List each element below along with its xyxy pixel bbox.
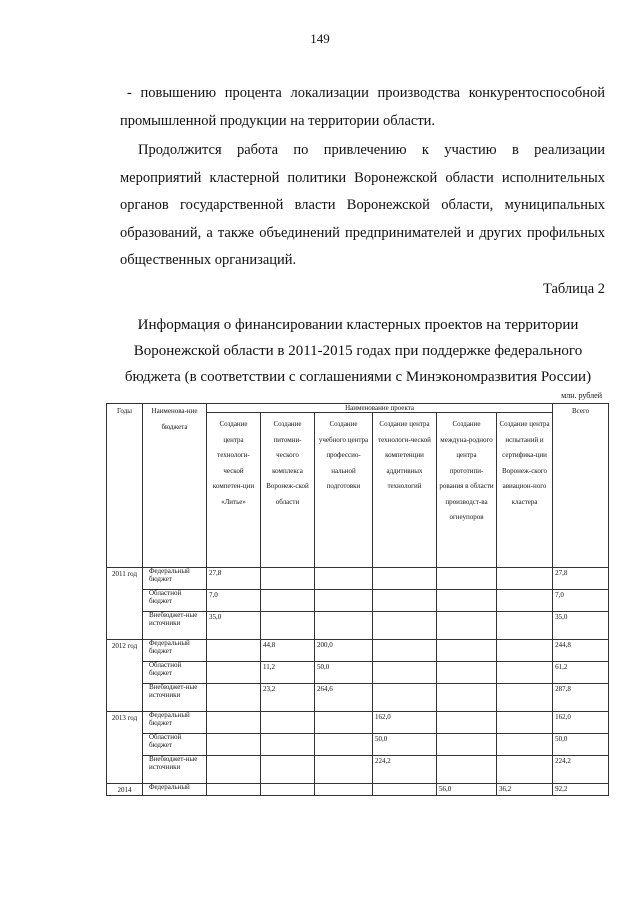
table-row xyxy=(107,612,609,640)
value-cell xyxy=(497,734,553,756)
total-cell: 244,8 xyxy=(553,640,609,662)
budget-cell: Внебюджет-ные источники xyxy=(143,612,207,640)
table-row xyxy=(107,784,609,796)
header-project: Наименование проекта xyxy=(207,404,553,413)
value-cell xyxy=(373,784,437,796)
value-cell xyxy=(207,684,261,712)
budget-cell: Областной бюджет xyxy=(143,662,207,684)
value-cell xyxy=(437,662,497,684)
paragraph-cluster-policy: Продолжится работа по привлечению к участию в реализации мероприятий кластерной политики Воронежской области исполнительных органов государственной власти Воронежской области, муниципальных образований, а также объединений предпринимателей и других профильных общественных организаций. xyxy=(120,142,605,268)
total-cell: 27,8 xyxy=(553,568,609,590)
header-project-col: Создание центра технологи-ческой компетен-ции «Литье» xyxy=(207,413,261,568)
value-cell xyxy=(497,756,553,784)
table-row xyxy=(107,640,609,662)
value-cell xyxy=(207,640,261,662)
value-cell xyxy=(261,568,315,590)
header-project-col: Создание учебного центра профессио-нальной подготовки xyxy=(315,413,373,568)
value-cell xyxy=(437,640,497,662)
unit-label: млн. рублей xyxy=(561,391,602,400)
total-cell: 7,0 xyxy=(553,590,609,612)
value-cell xyxy=(373,590,437,612)
table-row xyxy=(107,568,609,590)
value-cell xyxy=(261,734,315,756)
value-cell xyxy=(373,684,437,712)
value-cell xyxy=(261,712,315,734)
value-cell xyxy=(207,712,261,734)
value-cell xyxy=(315,568,373,590)
value-cell xyxy=(497,662,553,684)
total-cell: 35,0 xyxy=(553,612,609,640)
value-cell xyxy=(497,640,553,662)
value-cell xyxy=(373,612,437,640)
value-cell xyxy=(497,712,553,734)
value-cell xyxy=(315,784,373,796)
value-cell xyxy=(315,756,373,784)
header-project-col: Создание центра испытаний и сертифика-ции Воронеж-ского авиацион-ного кластера xyxy=(497,413,553,568)
table-row xyxy=(107,590,609,612)
table-label: Таблица 2 xyxy=(542,281,605,297)
value-cell xyxy=(207,662,261,684)
value-cell xyxy=(373,662,437,684)
value-cell: 224,2 xyxy=(373,756,437,784)
value-cell xyxy=(315,734,373,756)
value-cell: 200,0 xyxy=(315,640,373,662)
value-cell xyxy=(437,756,497,784)
value-cell: 27,8 xyxy=(207,568,261,590)
budget-cell: Федеральный xyxy=(143,784,207,796)
table-row xyxy=(107,734,609,756)
budget-cell: Областной бюджет xyxy=(143,734,207,756)
value-cell xyxy=(261,612,315,640)
value-cell xyxy=(261,590,315,612)
year-cell: 2011 год xyxy=(107,568,143,640)
value-cell: 56,0 xyxy=(437,784,497,796)
value-cell xyxy=(261,784,315,796)
year-cell: 2013 год xyxy=(107,712,143,784)
value-cell xyxy=(437,734,497,756)
table-row xyxy=(107,662,609,684)
table-row xyxy=(107,712,609,734)
header-project-col: Создание междуна-родного центра прототипи-рования в области производст-ва огнеупоров xyxy=(437,413,497,568)
value-cell xyxy=(315,612,373,640)
table-title: Информация о финансировании кластерных проектов на территории Воронежской области в 2011-2015 годах при поддержке федерального бюджета (в соответствии с соглашениями с Минэкономразвития России) xyxy=(124,317,592,385)
value-cell xyxy=(261,756,315,784)
value-cell: 7,0 xyxy=(207,590,261,612)
value-cell: 35,0 xyxy=(207,612,261,640)
value-cell xyxy=(437,568,497,590)
total-cell: 61,2 xyxy=(553,662,609,684)
financing-table xyxy=(106,403,609,796)
header-total: Всего xyxy=(553,404,609,568)
value-cell: 162,0 xyxy=(373,712,437,734)
value-cell: 44,8 xyxy=(261,640,315,662)
table-row xyxy=(107,684,609,712)
value-cell xyxy=(437,590,497,612)
value-cell xyxy=(207,734,261,756)
total-cell: 92,2 xyxy=(553,784,609,796)
value-cell xyxy=(437,712,497,734)
value-cell xyxy=(315,712,373,734)
budget-cell: Федеральный бюджет xyxy=(143,640,207,662)
budget-cell: Внебюджет-ные источники xyxy=(143,756,207,784)
table-row xyxy=(107,756,609,784)
value-cell xyxy=(437,684,497,712)
value-cell xyxy=(373,640,437,662)
total-cell: 224,2 xyxy=(553,756,609,784)
value-cell xyxy=(437,612,497,640)
value-cell xyxy=(497,568,553,590)
header-project-col: Создание центра технологи-ческой компетенции аддитивных технологий xyxy=(373,413,437,568)
budget-cell: Внебюджет-ные источники xyxy=(143,684,207,712)
value-cell: 23,2 xyxy=(261,684,315,712)
year-cell: 2012 год xyxy=(107,640,143,712)
value-cell xyxy=(373,568,437,590)
paragraph-localization: - повышению процента локализации производства конкурентоспособной промышленной продукции на территории области. xyxy=(120,85,605,129)
total-cell: 50,0 xyxy=(553,734,609,756)
budget-cell: Федеральный бюджет xyxy=(143,568,207,590)
value-cell xyxy=(207,756,261,784)
year-cell: 2014 xyxy=(107,784,143,796)
page-number: 149 xyxy=(310,31,330,46)
value-cell xyxy=(497,612,553,640)
budget-cell: Федеральный бюджет xyxy=(143,712,207,734)
total-cell: 162,0 xyxy=(553,712,609,734)
value-cell: 50,0 xyxy=(373,734,437,756)
header-years: Годы xyxy=(107,404,143,568)
value-cell xyxy=(497,590,553,612)
value-cell: 36,2 xyxy=(497,784,553,796)
value-cell xyxy=(315,590,373,612)
budget-cell: Областной бюджет xyxy=(143,590,207,612)
total-cell: 287,8 xyxy=(553,684,609,712)
value-cell: 11,2 xyxy=(261,662,315,684)
value-cell xyxy=(207,784,261,796)
value-cell: 264,6 xyxy=(315,684,373,712)
value-cell xyxy=(497,684,553,712)
value-cell: 50,0 xyxy=(315,662,373,684)
header-budget: Наименова-ние бюджета xyxy=(143,404,207,568)
header-project-col: Создание питомни-ческого комплекса Воронеж-ской области xyxy=(261,413,315,568)
